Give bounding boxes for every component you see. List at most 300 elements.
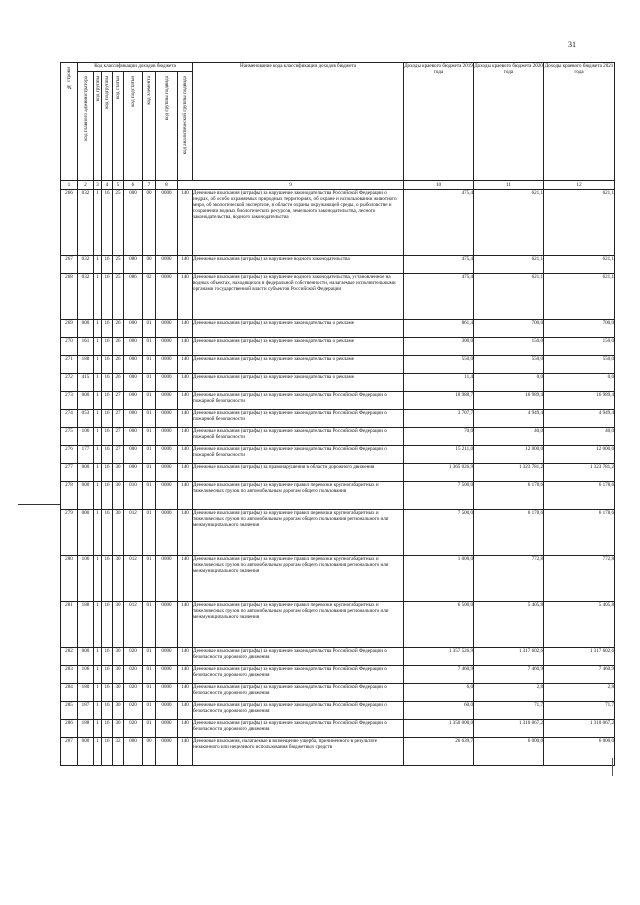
row-number-cell: 266: [61, 190, 78, 256]
header-income-2020: Доходы краевого бюджета 2020 года: [474, 63, 544, 181]
article-code-cell: 30: [113, 702, 124, 720]
table-row: [61, 648, 615, 666]
subtype-group-code-cell: 0000: [156, 648, 178, 666]
subtype-group-code-cell: 0000: [156, 738, 178, 766]
col-number: 6: [124, 181, 143, 190]
admin-code-cell: 177: [78, 446, 94, 464]
admin-code-cell: 000: [78, 320, 94, 338]
income-2020-cell: 1 323 781,2: [474, 464, 544, 482]
admin-code-cell: 161: [78, 338, 94, 356]
article-code-cell: 26: [113, 320, 124, 338]
group-code-cell: 1: [94, 274, 102, 320]
subgroup-code-cell: 16: [102, 274, 113, 320]
analytic-code-cell: 140: [178, 428, 193, 446]
income-name-cell: Денежные взыскания (штрафы) за нарушение законодательства Российской Федерации о безопасности дорожного движения: [193, 684, 404, 702]
income-name-cell: Денежные взыскания (штрафы) за нарушение законодательства Российской Федерации о недрах, об особо охраняемых природных территориях, об охране и использовании животного мира, об экологической экспертизе, в области охраны окружающей среды, о рыболовстве и сохранении водных биологических ресурсов, земельного законодательства, лесного законодательства, водного законодательства: [193, 190, 404, 256]
income-2019-cell: 1 350 000,0: [404, 720, 474, 738]
analytic-code-cell: 140: [178, 702, 193, 720]
income-2020-cell: 40,0: [474, 428, 544, 446]
income-2021-cell: 12 000,0: [544, 446, 615, 464]
row-number-cell: 272: [61, 374, 78, 392]
admin-code-cell: 032: [78, 190, 94, 256]
income-2019-cell: 475,4: [404, 190, 474, 256]
income-name-cell: Денежные взыскания (штрафы) за нарушение законодательства Российской Федерации о пожарной безопасности: [193, 428, 404, 446]
row-number-cell: 282: [61, 648, 78, 666]
income-2020-cell: 6 178,6: [474, 510, 544, 556]
analytic-code-cell: 140: [178, 666, 193, 684]
income-2020-cell: 5 405,8: [474, 602, 544, 648]
income-2021-cell: 1 317 602,6: [544, 648, 615, 666]
analytic-code-cell: 140: [178, 256, 193, 274]
subarticle-code-cell: 000: [124, 410, 143, 428]
header-name: Наименование кода классификации доходов бюджета: [193, 63, 404, 181]
income-2021-cell: 621,1: [544, 274, 615, 320]
group-code-cell: 1: [94, 556, 102, 602]
margin-tick: [612, 758, 615, 776]
subtype-group-code-cell: 0000: [156, 464, 178, 482]
col-number: 10: [404, 181, 474, 190]
subarticle-code-cell: 080: [124, 256, 143, 274]
income-name-cell: Денежные взыскания (штрафы) за нарушение законодательства Российской Федерации о безопасности дорожного движения: [193, 720, 404, 738]
col-number: 1: [61, 181, 78, 190]
income-2019-cell: 7 500,0: [404, 482, 474, 510]
col-number: 8: [156, 181, 178, 190]
table-row: [61, 510, 615, 556]
subtype-group-code-cell: 0000: [156, 320, 178, 338]
header-income-2019: Доходы краевого бюджета 2019 года: [404, 63, 474, 181]
element-code-cell: 01: [143, 684, 156, 702]
group-code-cell: 1: [94, 428, 102, 446]
subtype-group-code-cell: 0000: [156, 410, 178, 428]
analytic-code-cell: 140: [178, 648, 193, 666]
income-2021-cell: 6 178,6: [544, 510, 615, 556]
group-code-cell: 1: [94, 446, 102, 464]
analytic-code-cell: 140: [178, 556, 193, 602]
income-2019-cell: 60,0: [404, 702, 474, 720]
col-number: 5: [113, 181, 124, 190]
income-2021-cell: 550,0: [544, 356, 615, 374]
admin-code-cell: 000: [78, 648, 94, 666]
income-name-cell: Денежные взыскания (штрафы) за нарушение законодательства Российской Федерации о пожарной безопасности: [193, 392, 404, 410]
income-2021-cell: 1 323 781,2: [544, 464, 615, 482]
admin-code-cell: 000: [78, 510, 94, 556]
row-number-cell: 271: [61, 356, 78, 374]
table-row: [61, 464, 615, 482]
analytic-code-cell: 140: [178, 320, 193, 338]
element-code-cell: 01: [143, 410, 156, 428]
subtype-group-code-cell: 0000: [156, 190, 178, 256]
subtype-group-code-cell: 0000: [156, 666, 178, 684]
subgroup-code-cell: 16: [102, 648, 113, 666]
article-code-cell: 30: [113, 666, 124, 684]
element-code-cell: 01: [143, 510, 156, 556]
header-element-code: код элемента: [143, 72, 156, 181]
element-code-cell: 02: [143, 274, 156, 320]
subarticle-code-cell: 012: [124, 510, 143, 556]
subgroup-code-cell: 16: [102, 446, 113, 464]
subarticle-code-cell: 000: [124, 392, 143, 410]
element-code-cell: 01: [143, 392, 156, 410]
income-name-cell: Денежные взыскания (штрафы) за нарушение законодательства о рекламе: [193, 356, 404, 374]
table-row: [61, 684, 615, 702]
table-body: [61, 181, 615, 766]
article-code-cell: 26: [113, 338, 124, 356]
group-code-cell: 1: [94, 464, 102, 482]
subgroup-code-cell: 16: [102, 720, 113, 738]
income-2020-cell: 621,1: [474, 256, 544, 274]
article-code-cell: 27: [113, 446, 124, 464]
analytic-code-cell: 140: [178, 738, 193, 766]
subtype-group-code-cell: 0000: [156, 482, 178, 510]
subgroup-code-cell: 16: [102, 320, 113, 338]
article-code-cell: 25: [113, 274, 124, 320]
subgroup-code-cell: 16: [102, 190, 113, 256]
group-code-cell: 1: [94, 338, 102, 356]
group-code-cell: 1: [94, 482, 102, 510]
income-name-cell: Денежные взыскания (штрафы) за нарушение законодательства о рекламе: [193, 320, 404, 338]
subarticle-code-cell: 000: [124, 338, 143, 356]
column-number-row: [61, 181, 615, 190]
article-code-cell: 30: [113, 684, 124, 702]
article-code-cell: 30: [113, 648, 124, 666]
income-2020-cell: 621,1: [474, 274, 544, 320]
income-2020-cell: 1 310 067,2: [474, 720, 544, 738]
admin-code-cell: 053: [78, 410, 94, 428]
article-code-cell: 26: [113, 356, 124, 374]
col-number: 2: [78, 181, 94, 190]
income-name-cell: Денежные взыскания (штрафы) за нарушение законодательства Российской Федерации о пожарной безопасности: [193, 410, 404, 428]
income-name-cell: Денежные взыскания (штрафы) за нарушение водного законодательства: [193, 256, 404, 274]
subtype-group-code-cell: 0000: [156, 356, 178, 374]
header-analytic-group-code: код аналитической группы подвида: [178, 72, 193, 181]
subtype-group-code-cell: 0000: [156, 446, 178, 464]
row-number-cell: 286: [61, 720, 78, 738]
group-code-cell: 1: [94, 738, 102, 766]
subgroup-code-cell: 16: [102, 738, 113, 766]
income-name-cell: Денежные взыскания (штрафы) за нарушение законодательства Российской Федерации о безопасности дорожного движения: [193, 666, 404, 684]
income-2019-cell: 6 500,0: [404, 602, 474, 648]
subarticle-code-cell: 000: [124, 374, 143, 392]
subgroup-code-cell: 16: [102, 464, 113, 482]
analytic-code-cell: 140: [178, 720, 193, 738]
subgroup-code-cell: 16: [102, 602, 113, 648]
page-number: 31: [568, 40, 576, 49]
table-row: [61, 392, 615, 410]
table-row: [61, 738, 615, 766]
subarticle-code-cell: 000: [124, 320, 143, 338]
subtype-group-code-cell: 0000: [156, 274, 178, 320]
subtype-group-code-cell: 0000: [156, 720, 178, 738]
element-code-cell: 01: [143, 338, 156, 356]
table-row: [61, 256, 615, 274]
income-2020-cell: 6 178,6: [474, 482, 544, 510]
analytic-code-cell: 140: [178, 602, 193, 648]
row-number-cell: 277: [61, 464, 78, 482]
income-2020-cell: 2,8: [474, 684, 544, 702]
income-2021-cell: 40,0: [544, 428, 615, 446]
admin-code-cell: 180: [78, 684, 94, 702]
article-code-cell: 30: [113, 482, 124, 510]
subarticle-code-cell: 000: [124, 190, 143, 256]
admin-code-cell: 187: [78, 702, 94, 720]
income-2021-cell: 5 405,8: [544, 602, 615, 648]
subgroup-code-cell: 16: [102, 410, 113, 428]
group-code-cell: 1: [94, 320, 102, 338]
income-2021-cell: 0,0: [544, 374, 615, 392]
income-2020-cell: 550,0: [474, 356, 544, 374]
row-number-cell: 285: [61, 702, 78, 720]
income-2020-cell: 621,1: [474, 190, 544, 256]
income-2020-cell: 16 989,4: [474, 392, 544, 410]
income-name-cell: Денежные взыскания (штрафы) за нарушение правил перевозки крупногабаритных и тяжеловесных грузов по автомобильным дорогам общего пользования регионального или межмуниципального значения: [193, 602, 404, 648]
article-code-cell: 27: [113, 428, 124, 446]
income-2019-cell: 26 639,7: [404, 738, 474, 766]
admin-code-cell: 032: [78, 256, 94, 274]
table-row: [61, 190, 615, 256]
table-row: [61, 602, 615, 648]
income-2019-cell: 15 211,0: [404, 446, 474, 464]
row-number-cell: 284: [61, 684, 78, 702]
row-number-cell: 270: [61, 338, 78, 356]
income-2020-cell: 12 000,0: [474, 446, 544, 464]
analytic-code-cell: 140: [178, 190, 193, 256]
analytic-code-cell: 140: [178, 410, 193, 428]
group-code-cell: 1: [94, 684, 102, 702]
col-number: 9: [178, 181, 404, 190]
col-number: 12: [544, 181, 615, 190]
group-code-cell: 1: [94, 510, 102, 556]
group-code-cell: 1: [94, 374, 102, 392]
header-classification-group: Код классификации доходов бюджета: [78, 63, 193, 72]
row-number-cell: 269: [61, 320, 78, 338]
subtype-group-code-cell: 0000: [156, 556, 178, 602]
income-2020-cell: 1 317 602,6: [474, 648, 544, 666]
element-code-cell: 00: [143, 190, 156, 256]
col-number: 11: [474, 181, 544, 190]
element-code-cell: 01: [143, 374, 156, 392]
income-name-cell: Денежные взыскания, налагаемые в возмещение ущерба, причиненного в результате незаконного или нецелевого использования бюджетных средств: [193, 738, 404, 766]
group-code-cell: 1: [94, 720, 102, 738]
element-code-cell: 01: [143, 702, 156, 720]
admin-code-cell: 106: [78, 666, 94, 684]
row-number-cell: 267: [61, 256, 78, 274]
element-code-cell: 01: [143, 666, 156, 684]
income-2021-cell: 621,1: [544, 256, 615, 274]
subarticle-code-cell: 012: [124, 556, 143, 602]
admin-code-cell: 000: [78, 464, 94, 482]
group-code-cell: 1: [94, 602, 102, 648]
article-code-cell: 30: [113, 602, 124, 648]
header-article-code: код статьи: [113, 72, 124, 181]
col-number: 7: [143, 181, 156, 190]
row-number-cell: 279: [61, 510, 78, 556]
group-code-cell: 1: [94, 648, 102, 666]
subtype-group-code-cell: 0000: [156, 338, 178, 356]
subarticle-code-cell: 012: [124, 602, 143, 648]
analytic-code-cell: 140: [178, 374, 193, 392]
subarticle-code-cell: 020: [124, 684, 143, 702]
subarticle-code-cell: 000: [124, 446, 143, 464]
income-2021-cell: 16 989,4: [544, 392, 615, 410]
article-code-cell: 27: [113, 410, 124, 428]
row-number-cell: 281: [61, 602, 78, 648]
row-number-cell: 283: [61, 666, 78, 684]
income-2020-cell: 772,8: [474, 556, 544, 602]
table-row: [61, 720, 615, 738]
admin-code-cell: 106: [78, 556, 94, 602]
analytic-code-cell: 140: [178, 356, 193, 374]
income-name-cell: Денежные взыскания (штрафы) за правонарушения в области дорожного движения: [193, 464, 404, 482]
analytic-code-cell: 140: [178, 482, 193, 510]
income-2020-cell: 7 460,9: [474, 666, 544, 684]
table-row: [61, 702, 615, 720]
income-2019-cell: 475,4: [404, 274, 474, 320]
subarticle-code-cell: 000: [124, 464, 143, 482]
income-2020-cell: 150,0: [474, 338, 544, 356]
subarticle-code-cell: 020: [124, 666, 143, 684]
table-row: [61, 374, 615, 392]
income-name-cell: Денежные взыскания (штрафы) за нарушение правил перевозки крупногабаритных и тяжеловесных грузов по автомобильным дорогам общего пользования регионального или межмуниципального значения: [193, 556, 404, 602]
subarticle-code-cell: 000: [124, 428, 143, 446]
element-code-cell: 01: [143, 602, 156, 648]
row-number-cell: 278: [61, 482, 78, 510]
income-2019-cell: 18 988,7: [404, 392, 474, 410]
income-name-cell: Денежные взыскания (штрафы) за нарушение законодательства Российской Федерации о безопасности дорожного движения: [193, 702, 404, 720]
subgroup-code-cell: 16: [102, 482, 113, 510]
subtype-group-code-cell: 0000: [156, 428, 178, 446]
article-code-cell: 26: [113, 374, 124, 392]
article-code-cell: 30: [113, 556, 124, 602]
subgroup-code-cell: 16: [102, 702, 113, 720]
income-2020-cell: 4 949,4: [474, 410, 544, 428]
margin-mark: [18, 504, 60, 505]
row-number-cell: 276: [61, 446, 78, 464]
table-row: [61, 482, 615, 510]
table-row: [61, 320, 615, 338]
header-group-code: код группы: [94, 72, 102, 181]
subarticle-code-cell: 000: [124, 738, 143, 766]
header-subarticle-code: код подстатьи: [124, 72, 143, 181]
group-code-cell: 1: [94, 666, 102, 684]
budget-income-table: [60, 62, 615, 766]
analytic-code-cell: 140: [178, 684, 193, 702]
table-row: [61, 338, 615, 356]
group-code-cell: 1: [94, 392, 102, 410]
income-name-cell: Денежные взыскания (штрафы) за нарушение законодательства Российской Федерации о безопасности дорожного движения: [193, 648, 404, 666]
income-2019-cell: 1 000,0: [404, 556, 474, 602]
header-admin-code: код главного администратора: [78, 72, 94, 181]
element-code-cell: 01: [143, 464, 156, 482]
subgroup-code-cell: 16: [102, 256, 113, 274]
subtype-group-code-cell: 0000: [156, 392, 178, 410]
element-code-cell: 01: [143, 356, 156, 374]
row-number-cell: 268: [61, 274, 78, 320]
income-name-cell: Денежные взыскания (штрафы) за нарушение законодательства о рекламе: [193, 338, 404, 356]
income-2021-cell: 772,8: [544, 556, 615, 602]
row-number-cell: 274: [61, 410, 78, 428]
income-2019-cell: 70,0: [404, 428, 474, 446]
analytic-code-cell: 140: [178, 338, 193, 356]
article-code-cell: 25: [113, 190, 124, 256]
analytic-code-cell: 140: [178, 446, 193, 464]
row-number-cell: 280: [61, 556, 78, 602]
subarticle-code-cell: 086: [124, 274, 143, 320]
subarticle-code-cell: 020: [124, 702, 143, 720]
income-2021-cell: 7 460,9: [544, 666, 615, 684]
income-2021-cell: 621,1: [544, 190, 615, 256]
group-code-cell: 1: [94, 256, 102, 274]
income-2021-cell: 1 310 067,2: [544, 720, 615, 738]
income-name-cell: Денежные взыскания (штрафы) за нарушение правил перевозки крупногабаритных и тяжеловесных грузов по автомобильным дорогам общего пользования регионального или межмуниципального значения: [193, 510, 404, 556]
element-code-cell: 01: [143, 482, 156, 510]
subgroup-code-cell: 16: [102, 338, 113, 356]
income-2020-cell: 6 000,0: [474, 738, 544, 766]
subgroup-code-cell: 16: [102, 684, 113, 702]
header-income-2021: Доходы краевого бюджета 2021 года: [544, 63, 615, 181]
subarticle-code-cell: 000: [124, 356, 143, 374]
income-2021-cell: 6 000,0: [544, 738, 615, 766]
subgroup-code-cell: 16: [102, 374, 113, 392]
analytic-code-cell: 140: [178, 392, 193, 410]
header-row-number: № строки: [61, 63, 78, 181]
income-2019-cell: 11,4: [404, 374, 474, 392]
income-2020-cell: 700,0: [474, 320, 544, 338]
table-row: [61, 666, 615, 684]
analytic-code-cell: 140: [178, 510, 193, 556]
income-2021-cell: 2,8: [544, 684, 615, 702]
income-name-cell: Денежные взыскания (штрафы) за нарушение водного законодательства, установленное на водных объектах, находящихся в федеральной собственности, налагаемые исполнительными органами государственной власти субъектов Российской Федерации: [193, 274, 404, 320]
table-row: [61, 274, 615, 320]
income-2019-cell: 1 357 526,9: [404, 648, 474, 666]
subtype-group-code-cell: 0000: [156, 702, 178, 720]
article-code-cell: 30: [113, 464, 124, 482]
group-code-cell: 1: [94, 410, 102, 428]
element-code-cell: 00: [143, 738, 156, 766]
income-2021-cell: 700,0: [544, 320, 615, 338]
subtype-group-code-cell: 0000: [156, 256, 178, 274]
element-code-cell: 01: [143, 320, 156, 338]
income-2019-cell: 7 460,9: [404, 666, 474, 684]
row-number-cell: 287: [61, 738, 78, 766]
admin-code-cell: 188: [78, 720, 94, 738]
row-number-cell: 275: [61, 428, 78, 446]
table-row: [61, 556, 615, 602]
income-2021-cell: 150,0: [544, 338, 615, 356]
admin-code-cell: 000: [78, 392, 94, 410]
subgroup-code-cell: 16: [102, 392, 113, 410]
admin-code-cell: 000: [78, 482, 94, 510]
income-name-cell: Денежные взыскания (штрафы) за нарушение законодательства Российской Федерации о пожарной безопасности: [193, 446, 404, 464]
income-2019-cell: 7 500,0: [404, 510, 474, 556]
article-code-cell: 32: [113, 738, 124, 766]
subtype-group-code-cell: 0000: [156, 510, 178, 556]
income-2019-cell: 861,4: [404, 320, 474, 338]
group-code-cell: 1: [94, 356, 102, 374]
element-code-cell: 01: [143, 556, 156, 602]
income-2019-cell: 1 365 026,9: [404, 464, 474, 482]
income-2020-cell: 71,7: [474, 702, 544, 720]
header-subtype-group-code: код группы подвида: [156, 72, 178, 181]
table-row: [61, 428, 615, 446]
subarticle-code-cell: 020: [124, 720, 143, 738]
income-2021-cell: 4 949,4: [544, 410, 615, 428]
subgroup-code-cell: 16: [102, 356, 113, 374]
income-2021-cell: 6 178,6: [544, 482, 615, 510]
table-row: [61, 356, 615, 374]
admin-code-cell: 106: [78, 428, 94, 446]
subtype-group-code-cell: 0000: [156, 684, 178, 702]
article-code-cell: 30: [113, 510, 124, 556]
